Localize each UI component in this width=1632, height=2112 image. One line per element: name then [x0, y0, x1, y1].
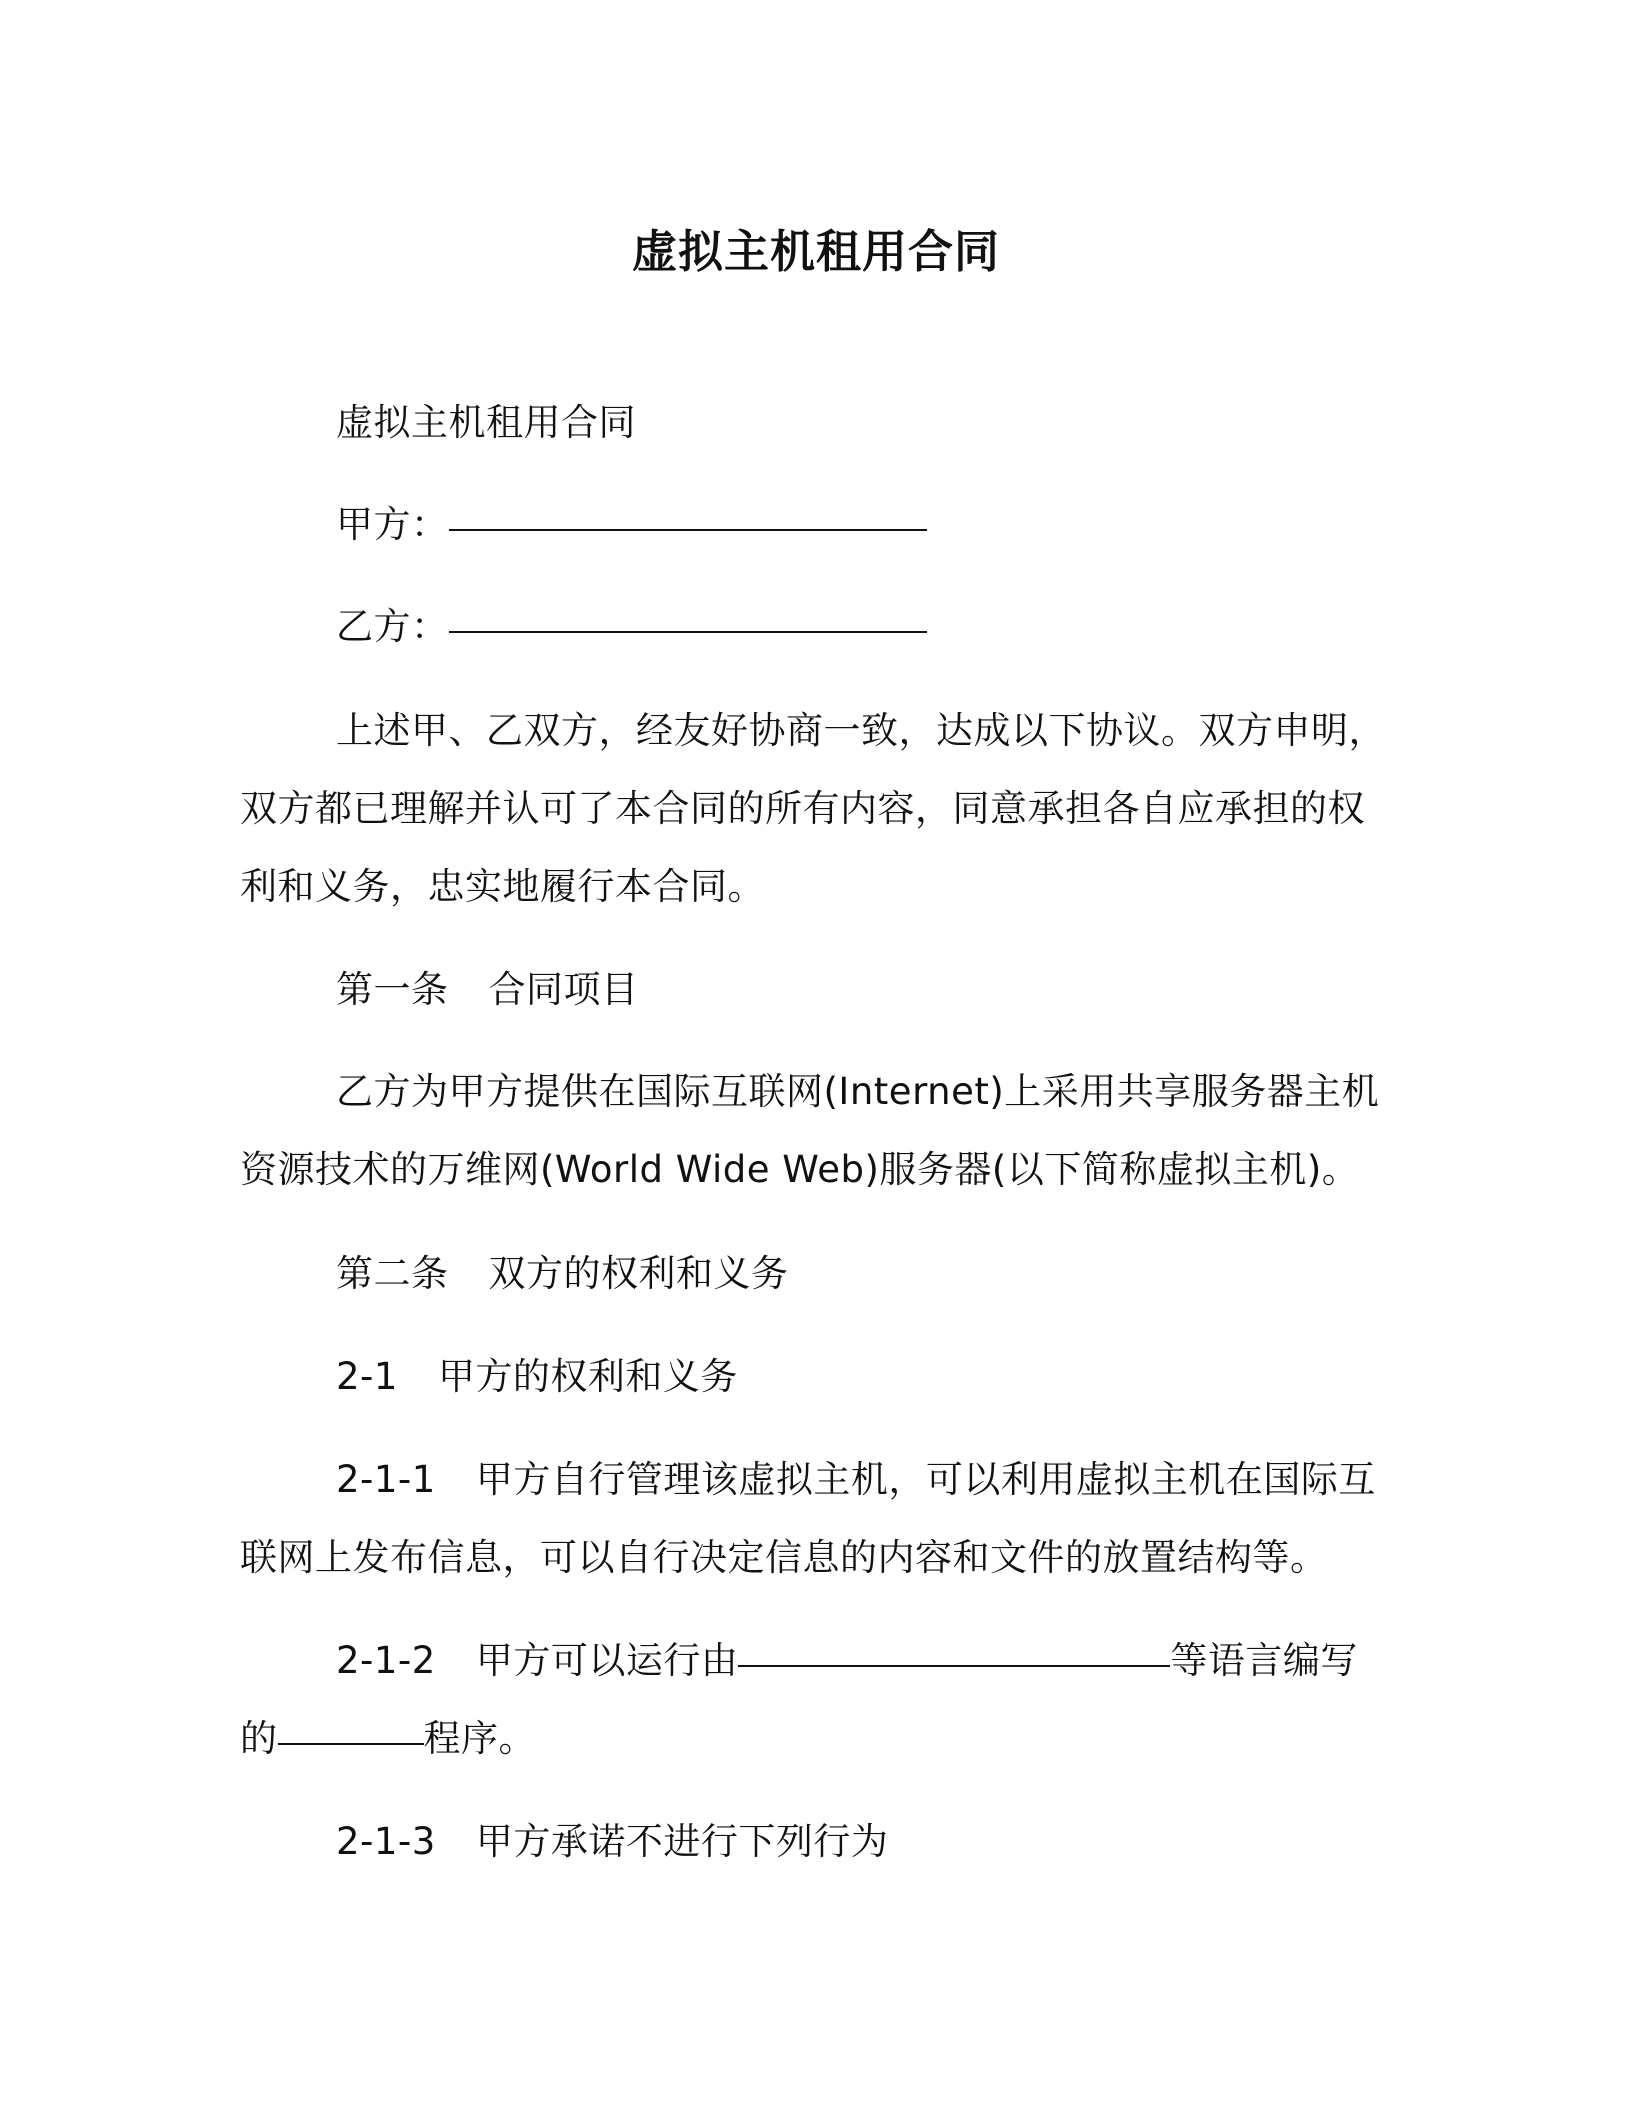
clause-2-1-2 — [240, 1622, 1395, 1778]
party-a-blank — [449, 528, 927, 531]
document-title: 虚拟主机租用合同 — [631, 225, 1000, 278]
article-2-number: 第二条 — [336, 1252, 449, 1295]
clause-2-1-3-body: 甲方承诺不进行下列行为 — [475, 1820, 889, 1863]
intro-paragraph: 上述甲、乙双方，经友好协商一致，达成以下协议。双方申明，双方都已理解并认可了本合同的所有内容，同意承担各自应承担的权利和义务，忠实地履行本合同。 — [240, 709, 1386, 908]
party-a-label: 甲方： — [336, 503, 449, 546]
clause-2-1-title: 甲方的权利和义务 — [437, 1355, 738, 1398]
clause-2-1-1-body: 甲方自行管理该虚拟主机，可以利用虚拟主机在国际互联网上发布信息，可以自行决定信息的内容和文件的放置结构等。 — [240, 1458, 1376, 1579]
article-2-title: 双方的权利和义务 — [488, 1252, 789, 1295]
clause-2-1-2-before: 甲方可以运行由 — [475, 1639, 739, 1682]
clause-2-1-1 — [240, 1441, 1395, 1597]
clause-2-1-1-number: 2-1-1 — [336, 1458, 436, 1501]
clause-2-1-3 — [240, 1803, 1395, 1881]
party-b-blank — [449, 630, 927, 633]
subtitle-text: 虚拟主机租用合同 — [336, 401, 636, 444]
language-blank — [738, 1664, 1170, 1667]
article-1-body: 乙方为甲方提供在国际互联网(Internet)上采用共享服务器主机资源技术的万维网(World Wide Web)服务器(以下简称虚拟主机)。 — [240, 1070, 1380, 1191]
article-1-heading — [240, 951, 1395, 1029]
clause-2-1-2-middle: 等语言编写的 — [240, 1639, 1358, 1760]
clause-2-1-3-number: 2-1-3 — [336, 1820, 436, 1863]
party-b-label: 乙方： — [336, 605, 449, 648]
party-b-line — [240, 588, 1395, 666]
clause-2-1-2-after: 程序。 — [423, 1717, 536, 1760]
clause-2-1-heading — [240, 1338, 1395, 1416]
program-blank — [278, 1742, 424, 1745]
clause-2-1-number: 2-1 — [336, 1355, 398, 1398]
clause-2-1-2-number: 2-1-2 — [336, 1639, 436, 1682]
document-subtitle — [240, 384, 1395, 462]
article-1-number: 第一条 — [336, 968, 449, 1011]
article-2-heading — [240, 1235, 1395, 1313]
party-a-line — [240, 486, 1395, 564]
article-1-title: 合同项目 — [488, 968, 639, 1011]
